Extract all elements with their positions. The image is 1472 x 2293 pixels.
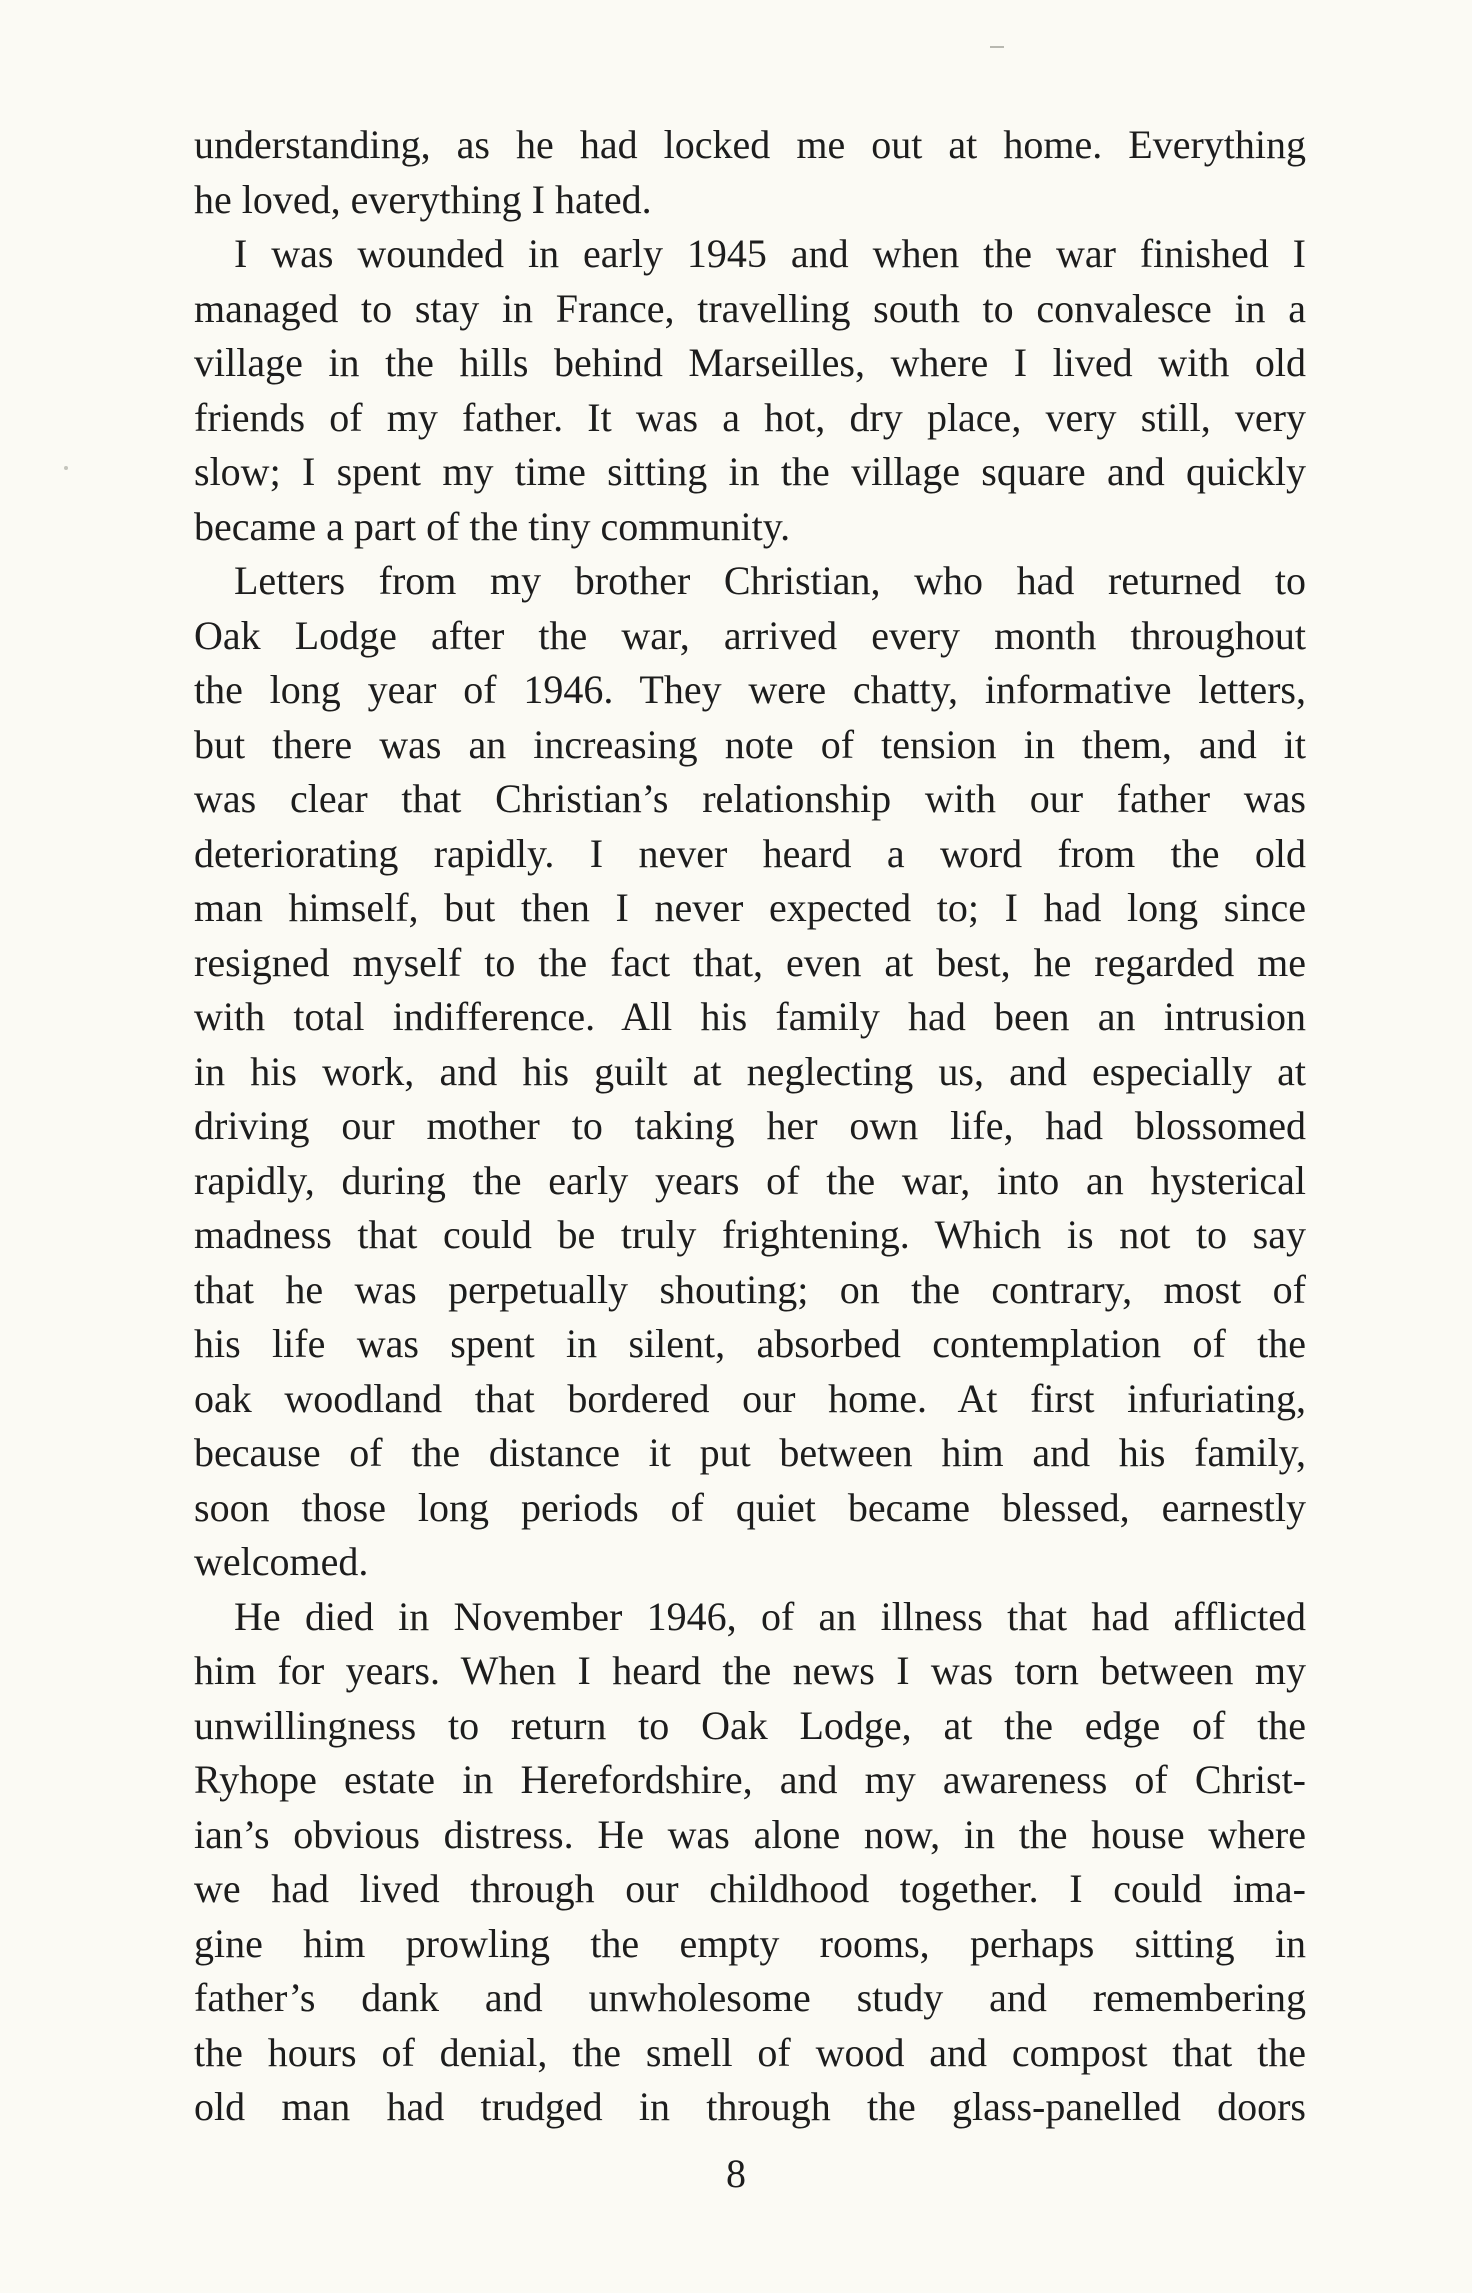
text-line: was clear that Christian’s relationship with our father was: [194, 776, 1306, 821]
text-line: Oak Lodge after the war, arrived every month throughout: [194, 612, 1306, 658]
text-line: He died in November 1946, of an illness that had afflicted: [234, 1593, 1306, 1639]
text-line: the long year of 1946. They were chatty, informative letters,: [194, 667, 1306, 712]
text-line: soon those long periods of quiet became blessed, earnestly: [194, 1484, 1306, 1530]
text-line: I was wounded in early 1945 and when the war finished I: [234, 231, 1306, 276]
text-line: rapidly, during the early years of the war, into an hysterical: [194, 1157, 1306, 1203]
text-line: we had lived through our childhood together. I could ima-: [194, 1866, 1306, 1911]
text-line: welcomed.: [194, 1539, 369, 1584]
text-line: Letters from my brother Christian, who had returned to: [234, 558, 1306, 603]
text-line: his life was spent in silent, absorbed contemplation of the: [194, 1321, 1306, 1366]
text-line: man himself, but then I never expected to; I had long since: [194, 885, 1306, 930]
text-line: with total indifference. All his family had been an intrusion: [194, 994, 1306, 1039]
text-line: him for years. When I heard the news I was torn between my: [194, 1648, 1306, 1693]
text-line: unwillingness to return to Oak Lodge, at the edge of the: [194, 1702, 1306, 1748]
text-line: managed to stay in France, travelling south to convalesce in a: [194, 285, 1306, 331]
text-line: driving our mother to taking her own life, had blossomed: [194, 1103, 1306, 1148]
text-line: gine him prowling the empty rooms, perhaps sitting in: [194, 1920, 1306, 1966]
page-number: 8: [726, 2151, 746, 2196]
text-line: because of the distance it put between him and his family,: [194, 1430, 1306, 1475]
text-line: friends of my father. It was a hot, dry place, very still, very: [194, 394, 1306, 440]
text-line: oak woodland that bordered our home. At first infuriating,: [194, 1375, 1306, 1421]
text-line: ian’s obvious distress. He was alone now, in the house where: [194, 1811, 1306, 1857]
text-line: resigned myself to the fact that, even at best, he regarded me: [194, 939, 1306, 985]
text-line: became a part of the tiny community.: [194, 503, 791, 549]
text-line: he loved, everything I hated.: [194, 176, 652, 222]
text-line: madness that could be truly frightening. Which is not to say: [194, 1212, 1306, 1257]
scan-speck: [64, 466, 68, 470]
text-line: Ryhope estate in Herefordshire, and my awareness of Christ-: [194, 1757, 1306, 1802]
text-line: that he was perpetually shouting; on the contrary, most of: [194, 1266, 1306, 1312]
text-line: old man had trudged in through the glass-panelled doors: [194, 2084, 1306, 2129]
body-text: [194, 118, 1306, 2135]
scan-mark: [990, 46, 1004, 48]
text-line: father’s dank and unwholesome study and remembering: [194, 1975, 1306, 2020]
text-line: deteriorating rapidly. I never heard a word from the old: [194, 830, 1306, 876]
text-line: slow; I spent my time sitting in the village square and quickly: [194, 449, 1306, 494]
text-line: village in the hills behind Marseilles, where I lived with old: [194, 340, 1306, 385]
text-line: understanding, as he had locked me out at home. Everything: [194, 122, 1306, 167]
text-line: but there was an increasing note of tension in them, and it: [194, 721, 1306, 767]
text-line: the hours of denial, the smell of wood and compost that the: [194, 2029, 1306, 2075]
text-line: in his work, and his guilt at neglecting us, and especially at: [194, 1048, 1306, 1094]
